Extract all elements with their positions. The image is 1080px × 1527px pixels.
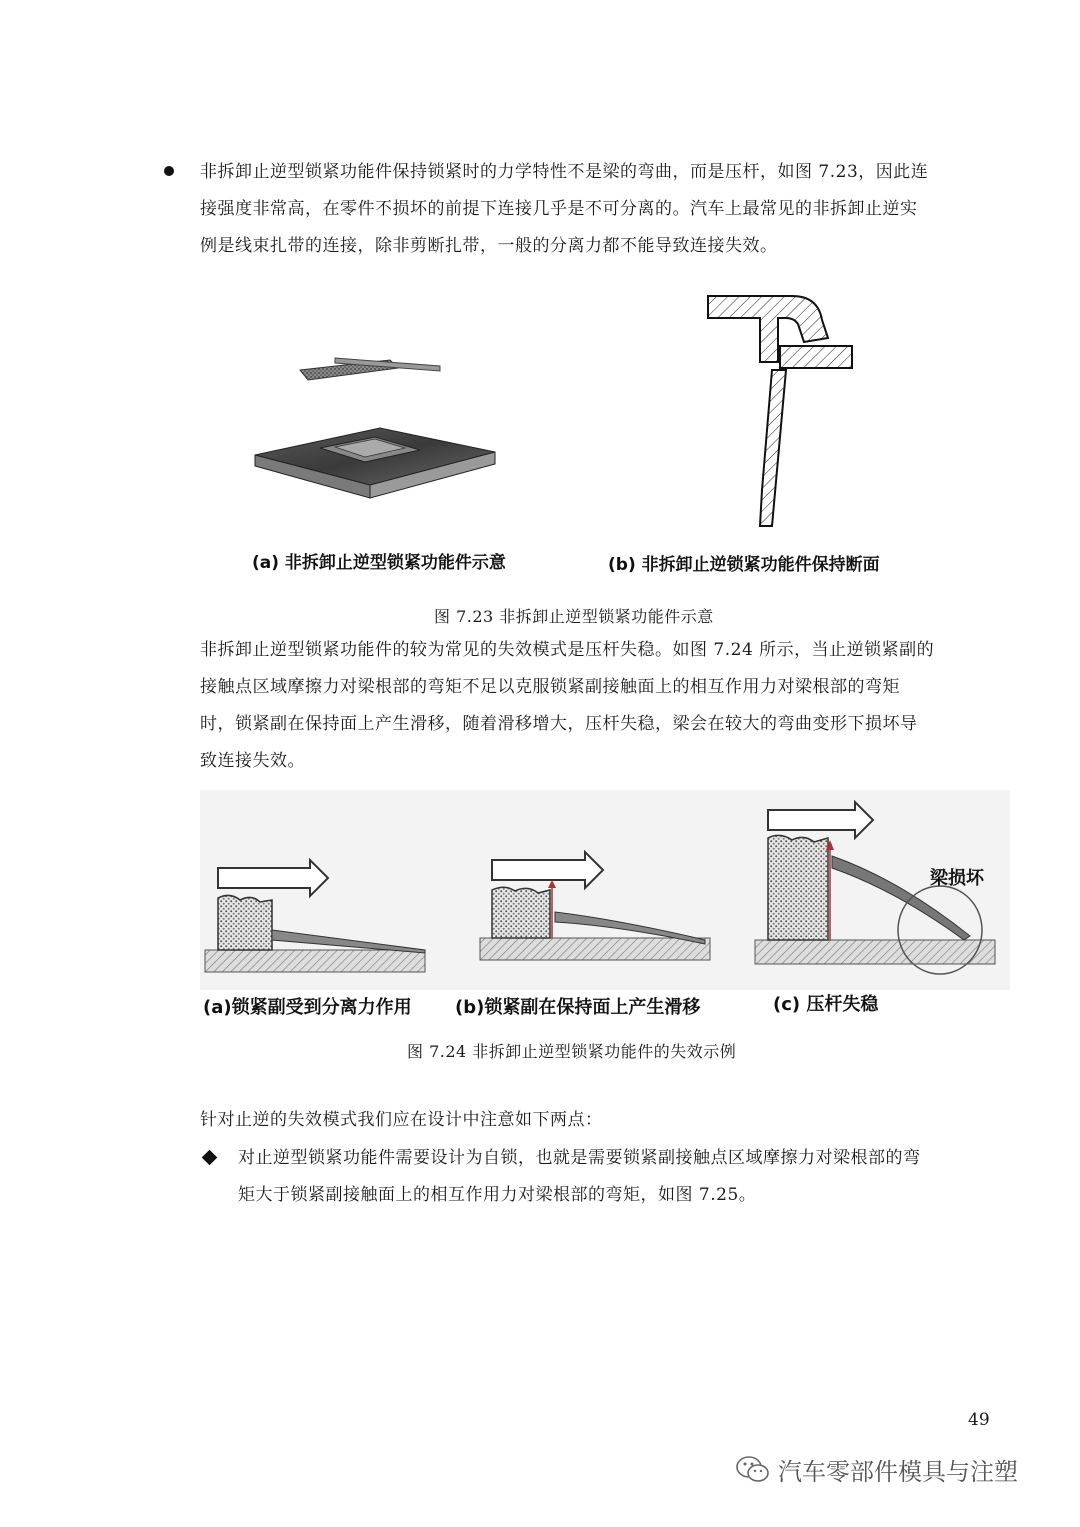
- figure-7-23-caption: 图 7.23 非拆卸止逆型锁紧功能件示意: [434, 607, 714, 626]
- watermark: [736, 1452, 1018, 1487]
- figure-7-23b-cross-section: [700, 290, 860, 530]
- figure-7-24b-label: (b)锁紧副在保持面上产生滑移: [455, 997, 701, 1018]
- text-line: 接强度非常高，在零件不损坏的前提下连接几乎是不可分离的。汽车上最常见的非拆卸止逆实: [200, 199, 918, 219]
- text-line: 矩大于锁紧副接触面上的相互作用力对梁根部的弯矩，如图 7.25。: [238, 1185, 757, 1205]
- paragraph-2: [200, 632, 1000, 780]
- figure-7-24-caption: 图 7.24 非拆卸止逆型锁紧功能件的失效示例: [407, 1042, 737, 1061]
- text-line: 时，锁紧副在保持面上产生滑移，随着滑移增大，压杆失稳，梁会在较大的弯曲变形下损坏导: [200, 714, 918, 734]
- page-number: 49: [968, 1410, 990, 1430]
- figure-7-23b-label: (b) 非拆卸止逆锁紧功能件保持断面: [608, 555, 880, 575]
- wechat-icon: [736, 1455, 770, 1485]
- figure-7-23a-label: (a) 非拆卸止逆型锁紧功能件示意: [252, 553, 506, 573]
- text-line: 例是线束扎带的连接，除非剪断扎带，一般的分离力都不能导致连接失效。: [200, 236, 778, 256]
- figure-7-23a-illustration: [250, 340, 500, 510]
- figure-7-24c-label: (c) 压杆失稳: [773, 994, 879, 1015]
- paragraph-3: 针对止逆的失效模式我们应在设计中注意如下两点：: [200, 1110, 603, 1130]
- bullet-paragraph-2: [238, 1140, 998, 1214]
- text-line: 非拆卸止逆型锁紧功能件的较为常见的失效模式是压杆失稳。如图 7.24 所示，当止逆锁紧副的: [200, 640, 935, 660]
- watermark-text: 汽车零部件模具与注塑: [778, 1458, 1018, 1486]
- beam-damage-annotation: 梁损坏: [930, 868, 984, 889]
- diamond-bullet: [202, 1150, 218, 1166]
- bullet-paragraph-1: [200, 154, 1000, 265]
- figure-7-24a-label: (a)锁紧副受到分离力作用: [203, 997, 412, 1018]
- text-line: 对止逆型锁紧功能件需要设计为自锁，也就是需要锁紧副接触点区域摩擦力对梁根部的弯: [238, 1148, 921, 1168]
- figure-7-24-illustration: [200, 790, 1010, 990]
- text-line: 非拆卸止逆型锁紧功能件保持锁紧时的力学特性不是梁的弯曲，而是压杆，如图 7.23，因此连: [200, 162, 929, 182]
- bullet-dot: [164, 166, 174, 176]
- text-line: 接触点区域摩擦力对梁根部的弯矩不足以克服锁紧副接触面上的相互作用力对梁根部的弯矩: [200, 677, 900, 697]
- text-line: 致连接失效。: [200, 751, 305, 771]
